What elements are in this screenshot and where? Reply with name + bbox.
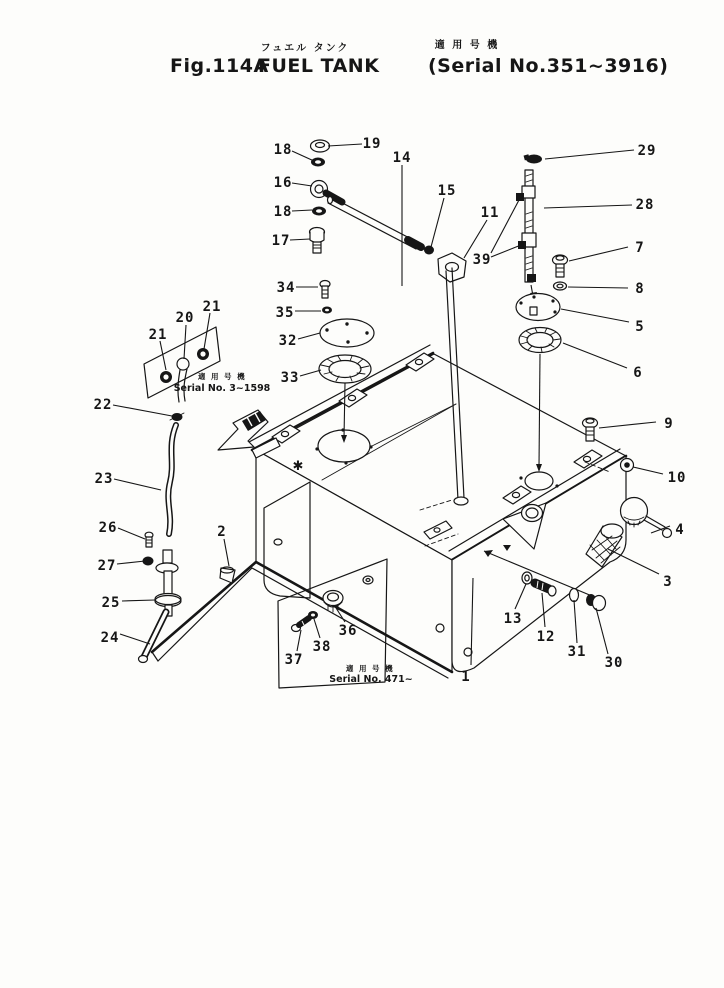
callout-9: 9	[664, 416, 674, 432]
callout-4: 4	[675, 522, 685, 538]
clip-2	[220, 567, 235, 583]
callout-14: 14	[392, 150, 412, 166]
callout-12: 12	[536, 629, 556, 645]
callout-3: 3	[663, 574, 673, 590]
breather-pipe	[155, 550, 181, 616]
callout-39: 39	[472, 252, 492, 268]
callout-38: 38	[312, 639, 332, 655]
callout-16: 16	[273, 175, 293, 191]
figure-name: FUEL TANK	[258, 55, 380, 77]
callout-28: 28	[635, 197, 655, 213]
callout-31: 31	[567, 644, 587, 660]
callout-8: 8	[635, 281, 645, 297]
left-plate-serial: Serial No. 3~1598	[173, 383, 271, 394]
callout-21a: 21	[148, 327, 168, 343]
callout-29: 29	[637, 143, 657, 159]
callout-13: 13	[503, 611, 523, 627]
breather-hose-group	[139, 413, 185, 663]
sender-gasket-6	[519, 328, 561, 353]
left-plate-jp: 適 用 号 機	[197, 372, 247, 381]
callout-22: 22	[93, 397, 113, 413]
bottom-plate-serial: Serial No. 471~	[329, 674, 413, 685]
callout-32: 32	[278, 333, 298, 349]
callout-34: 34	[276, 280, 296, 296]
callout-21b: 21	[202, 299, 222, 315]
callout-2: 2	[217, 524, 227, 540]
callout-23: 23	[94, 471, 114, 487]
sender-plate-5	[516, 294, 560, 321]
callout-19: 19	[362, 136, 382, 152]
callout-20: 20	[175, 310, 195, 326]
screw-26	[145, 532, 153, 547]
figure-number: Fig.114A	[170, 55, 269, 77]
callout-24: 24	[100, 630, 120, 646]
callout-35: 35	[275, 305, 295, 321]
star-mark: ✱	[292, 459, 304, 474]
bolt-7	[553, 255, 568, 277]
callout-27: 27	[97, 558, 117, 574]
callout-1: 1	[461, 669, 471, 685]
callout-18a: 18	[273, 142, 293, 158]
callout-33: 33	[280, 370, 300, 386]
callout-15: 15	[437, 183, 457, 199]
callout-17: 17	[271, 233, 291, 249]
callout-37: 37	[284, 652, 304, 668]
callout-25: 25	[101, 595, 121, 611]
callout-6: 6	[633, 365, 643, 381]
title-serial-jp: 適 用 号 機	[434, 40, 500, 51]
callout-36: 36	[338, 623, 358, 639]
callout-5: 5	[635, 319, 645, 335]
figure-serial-range: (Serial No.351~3916)	[428, 55, 669, 77]
gasket-33	[319, 355, 371, 383]
front-direction-arrow	[218, 410, 280, 458]
callout-26: 26	[98, 520, 118, 536]
callout-18b: 18	[273, 204, 293, 220]
bolt-17	[310, 228, 325, 254]
bottom-plate-jp: 適 用 号 機	[345, 664, 395, 673]
cap-4	[621, 498, 672, 538]
figure-title	[170, 38, 668, 77]
callout-10: 10	[667, 470, 687, 486]
callout-30: 30	[604, 655, 624, 671]
callout-7: 7	[635, 240, 645, 256]
callout-11: 11	[480, 205, 500, 221]
title-furigana: フュエル タンク	[260, 43, 350, 54]
